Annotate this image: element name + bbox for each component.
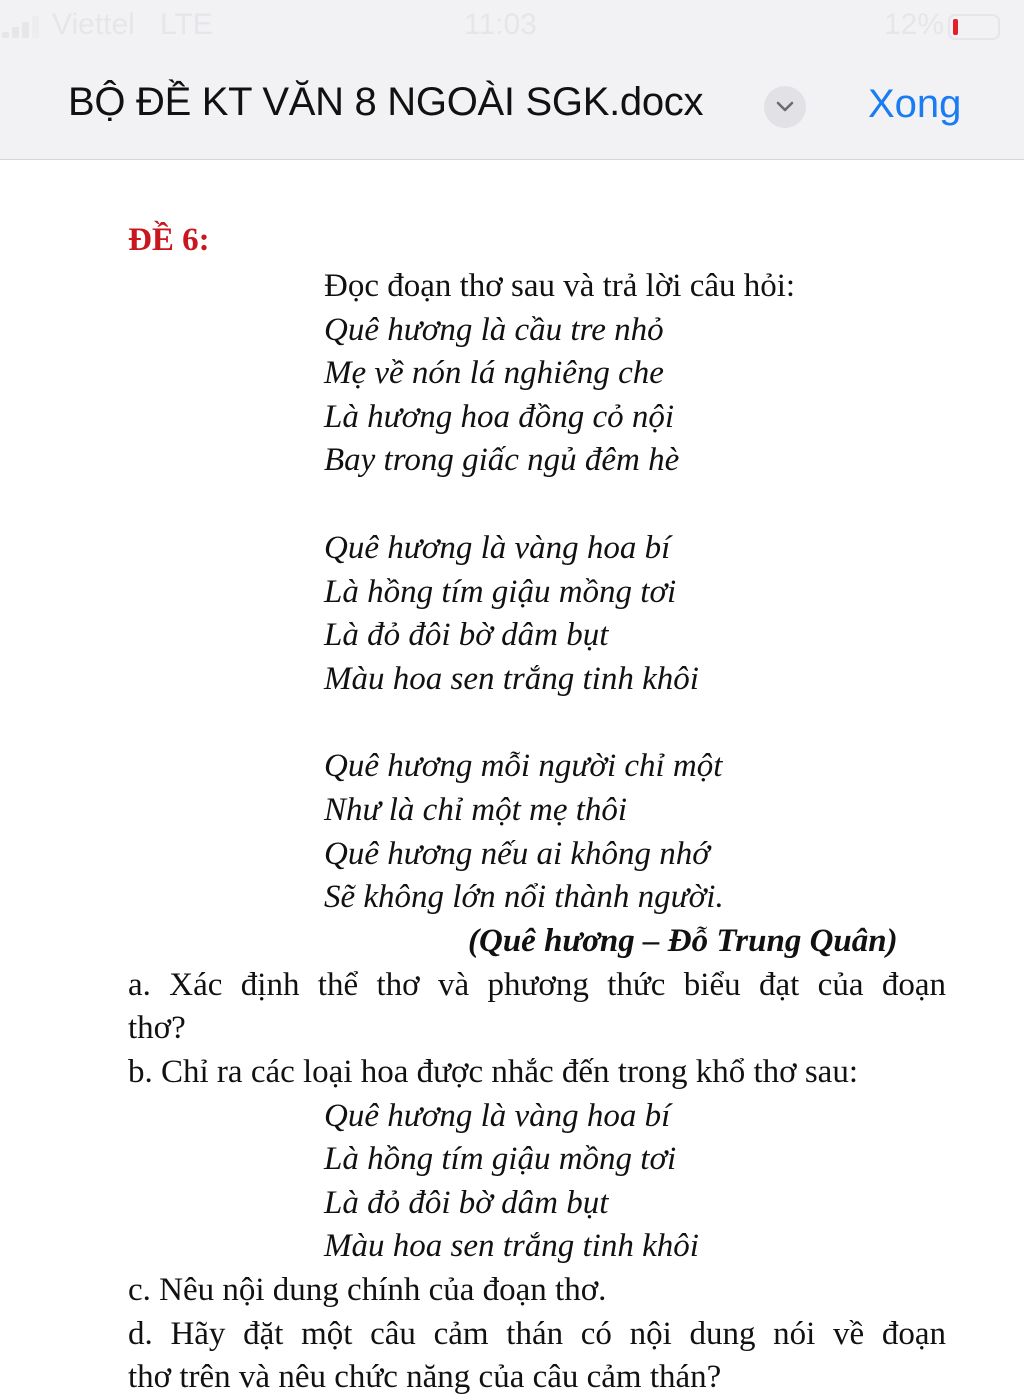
signal-icon bbox=[0, 16, 40, 38]
status-bar bbox=[0, 0, 1024, 50]
poem-line: Là hồng tím giậu mồng tơi bbox=[324, 574, 677, 610]
carrier-name: Viettel bbox=[52, 8, 135, 41]
poem-line: Là hồng tím giậu mồng tơi bbox=[324, 1141, 677, 1177]
poem-line: Là đỏ đôi bờ dâm bụt bbox=[324, 1185, 609, 1221]
document-title[interactable]: BỘ ĐỀ KT VĂN 8 NGOÀI SGK.docx bbox=[68, 80, 704, 124]
poem-line: Quê hương mỗi người chỉ một bbox=[324, 748, 723, 784]
question-a: a. Xác định thể thơ và phương thức biểu đạt của đoạn bbox=[128, 967, 946, 1003]
exam-heading: ĐỀ 6: bbox=[128, 222, 210, 258]
poem-line: Sẽ không lớn nổi thành người. bbox=[324, 879, 724, 915]
network-type: LTE bbox=[160, 8, 213, 41]
battery-percentage: 12% bbox=[884, 8, 945, 41]
navigation-bar bbox=[0, 0, 1024, 160]
instruction-text: Đọc đoạn thơ sau và trả lời câu hỏi: bbox=[324, 268, 796, 304]
poem-line: Màu hoa sen trắng tinh khôi bbox=[324, 661, 699, 697]
done-button[interactable]: Xong bbox=[868, 82, 962, 126]
poem-line: Là đỏ đôi bờ dâm bụt bbox=[324, 617, 609, 653]
poem-line: Màu hoa sen trắng tinh khôi bbox=[324, 1228, 699, 1264]
poem-source: (Quê hương – Đỗ Trung Quân) bbox=[468, 923, 898, 959]
question-a-continued: thơ? bbox=[128, 1010, 186, 1046]
poem-line: Quê hương là vàng hoa bí bbox=[324, 530, 671, 566]
status-time: 11:03 bbox=[464, 8, 537, 41]
poem-line: Quê hương nếu ai không nhớ bbox=[324, 836, 710, 872]
battery-icon bbox=[948, 14, 1000, 40]
poem-line: Quê hương là cầu tre nhỏ bbox=[324, 312, 664, 348]
poem-line: Bay trong giấc ngủ đêm hè bbox=[324, 442, 680, 478]
poem-line: Là hương hoa đồng cỏ nội bbox=[324, 399, 675, 435]
poem-line: Quê hương là vàng hoa bí bbox=[324, 1098, 671, 1134]
question-b: b. Chỉ ra các loại hoa được nhắc đến trong khổ thơ sau: bbox=[128, 1054, 858, 1090]
chevron-down-icon[interactable] bbox=[764, 86, 806, 128]
battery-fill bbox=[953, 19, 958, 35]
question-c: c. Nêu nội dung chính của đoạn thơ. bbox=[128, 1272, 607, 1308]
question-d-continued: thơ trên và nêu chức năng của câu cảm thán? bbox=[128, 1359, 722, 1395]
poem-line: Mẹ về nón lá nghiêng che bbox=[324, 355, 664, 391]
question-d: d. Hãy đặt một câu cảm thán có nội dung nói về đoạn bbox=[128, 1316, 946, 1352]
poem-line: Như là chỉ một mẹ thôi bbox=[324, 792, 628, 828]
